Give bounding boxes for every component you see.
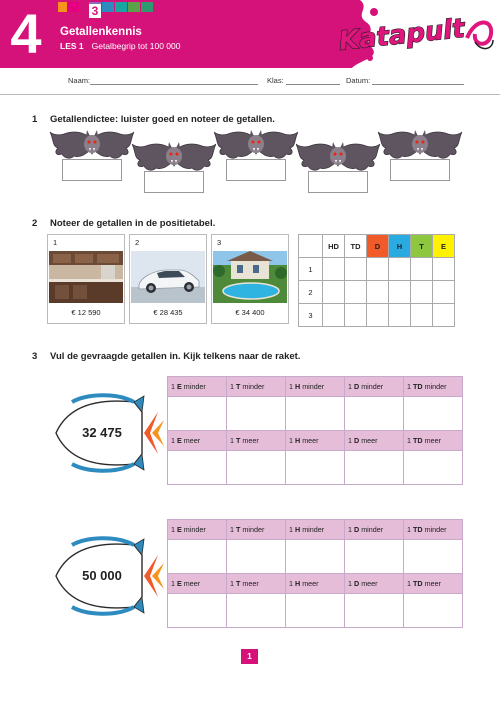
header-prefix: 1 bbox=[171, 579, 177, 588]
answer-cell[interactable] bbox=[404, 451, 463, 485]
digit-cell[interactable] bbox=[433, 258, 455, 281]
header-unit: T bbox=[236, 436, 241, 445]
answer-cell[interactable] bbox=[168, 594, 227, 628]
header-suffix: meer bbox=[181, 579, 201, 588]
answer-cell[interactable] bbox=[404, 594, 463, 628]
rocket-answer-table bbox=[167, 519, 463, 628]
pool-house-photo bbox=[213, 251, 287, 303]
answer-cell[interactable] bbox=[168, 540, 227, 574]
answer-cell[interactable] bbox=[345, 594, 404, 628]
operation-header bbox=[168, 574, 227, 594]
header-prefix: 1 bbox=[407, 579, 413, 588]
photo-number: 2 bbox=[135, 238, 140, 247]
answer-cell[interactable] bbox=[227, 397, 286, 431]
answer-row bbox=[168, 397, 463, 431]
lesson-subtitle bbox=[60, 41, 180, 51]
header-unit: D bbox=[354, 525, 360, 534]
rocket-number: 50 000 bbox=[82, 568, 122, 583]
answer-box[interactable] bbox=[308, 171, 368, 193]
header-unit: TD bbox=[413, 525, 423, 534]
price-label: € 34 400 bbox=[235, 308, 265, 317]
page-number: 1 bbox=[241, 649, 258, 664]
header-T: T bbox=[411, 235, 433, 258]
exercise-3-instruction: Vul de gevraagde getallen in. Kijk telkens naar de raket. bbox=[50, 351, 301, 362]
digit-cell[interactable] bbox=[367, 304, 389, 327]
rocket-answer-table bbox=[167, 376, 463, 485]
operation-header bbox=[227, 520, 286, 540]
answer-box[interactable] bbox=[226, 159, 286, 181]
header-prefix: 1 bbox=[230, 382, 236, 391]
digit-cell[interactable] bbox=[367, 258, 389, 281]
header-suffix: meer bbox=[300, 579, 319, 588]
header-prefix: 1 bbox=[171, 382, 177, 391]
date-field[interactable] bbox=[372, 84, 464, 85]
header-suffix: minder bbox=[300, 525, 325, 534]
header-unit: T bbox=[236, 382, 241, 391]
answer-cell[interactable] bbox=[168, 397, 227, 431]
header-unit: H bbox=[295, 382, 301, 391]
operation-header bbox=[286, 574, 345, 594]
answer-box[interactable] bbox=[144, 171, 204, 193]
header-unit: TD bbox=[413, 579, 423, 588]
meer-header-row bbox=[168, 431, 463, 451]
kitchen-photo bbox=[49, 251, 123, 303]
photo-card-3 bbox=[211, 234, 289, 324]
header-prefix: 1 bbox=[171, 525, 177, 534]
answer-row bbox=[168, 451, 463, 485]
row-label: 3 bbox=[299, 304, 323, 327]
header-prefix: 1 bbox=[348, 382, 354, 391]
photo-card-2 bbox=[129, 234, 207, 324]
answer-cell[interactable] bbox=[345, 451, 404, 485]
photo-number: 3 bbox=[217, 238, 222, 247]
header-unit: T bbox=[236, 525, 241, 534]
digit-cell[interactable] bbox=[323, 281, 345, 304]
header-unit: E bbox=[177, 436, 182, 445]
operation-header bbox=[286, 520, 345, 540]
color-swatch bbox=[128, 2, 140, 12]
digit-cell[interactable] bbox=[345, 258, 367, 281]
answer-cell[interactable] bbox=[404, 397, 463, 431]
digit-cell[interactable] bbox=[389, 258, 411, 281]
photo-number: 1 bbox=[53, 238, 58, 247]
answer-cell[interactable] bbox=[227, 451, 286, 485]
answer-cell[interactable] bbox=[286, 397, 345, 431]
position-row-2 bbox=[299, 281, 455, 304]
header-E: E bbox=[433, 235, 455, 258]
header-H: H bbox=[389, 235, 411, 258]
header-suffix: meer bbox=[240, 436, 259, 445]
header-prefix: 1 bbox=[407, 382, 413, 391]
header-suffix: minder bbox=[359, 382, 384, 391]
lesson-label: LES 1 bbox=[60, 41, 84, 51]
date-label: Datum: bbox=[346, 76, 371, 85]
operation-header bbox=[286, 431, 345, 451]
operation-header bbox=[345, 520, 404, 540]
photo-card-1 bbox=[47, 234, 125, 324]
header-suffix: meer bbox=[359, 579, 378, 588]
header-suffix: meer bbox=[422, 579, 441, 588]
answer-cell[interactable] bbox=[227, 594, 286, 628]
header-prefix: 1 bbox=[289, 436, 295, 445]
operation-header bbox=[345, 574, 404, 594]
answer-cell[interactable] bbox=[345, 397, 404, 431]
header-unit: D bbox=[354, 579, 360, 588]
header-prefix: 1 bbox=[230, 436, 236, 445]
position-table bbox=[298, 234, 455, 327]
header-prefix: 1 bbox=[348, 579, 354, 588]
meer-header-row bbox=[168, 574, 463, 594]
header-suffix: minder bbox=[300, 382, 325, 391]
header-prefix: 1 bbox=[230, 525, 236, 534]
operation-header bbox=[404, 520, 463, 540]
answer-row bbox=[168, 540, 463, 574]
minder-header-row bbox=[168, 520, 463, 540]
rocket-number: 32 475 bbox=[82, 425, 122, 440]
digit-cell[interactable] bbox=[411, 281, 433, 304]
answer-cell[interactable] bbox=[286, 594, 345, 628]
answer-cell[interactable] bbox=[286, 540, 345, 574]
grade-number: 4 bbox=[0, 0, 52, 68]
row-label: 2 bbox=[299, 281, 323, 304]
color-swatch bbox=[67, 2, 79, 12]
digit-cell[interactable] bbox=[323, 304, 345, 327]
unit-number: 3 bbox=[89, 4, 101, 18]
car-photo bbox=[131, 251, 205, 303]
operation-header bbox=[345, 431, 404, 451]
header-prefix: 1 bbox=[289, 382, 295, 391]
corner-cell bbox=[299, 235, 323, 258]
digit-cell[interactable] bbox=[345, 304, 367, 327]
header-TD: TD bbox=[345, 235, 367, 258]
digit-cell[interactable] bbox=[367, 281, 389, 304]
name-label: Naam: bbox=[68, 76, 91, 85]
exercise-3-number: 3 bbox=[32, 351, 38, 362]
header-suffix: meer bbox=[422, 436, 441, 445]
header-prefix: 1 bbox=[171, 436, 177, 445]
digit-cell[interactable] bbox=[389, 304, 411, 327]
answer-cell[interactable] bbox=[286, 451, 345, 485]
header-suffix: meer bbox=[300, 436, 319, 445]
digit-cell[interactable] bbox=[411, 304, 433, 327]
header-suffix: minder bbox=[359, 525, 384, 534]
digit-cell[interactable] bbox=[433, 304, 455, 327]
header-prefix: 1 bbox=[348, 436, 354, 445]
color-swatch bbox=[141, 2, 153, 12]
header-suffix: meer bbox=[359, 436, 378, 445]
header-divider bbox=[0, 94, 500, 95]
katapult-logo bbox=[335, 8, 497, 58]
operation-header bbox=[286, 377, 345, 397]
lesson-title: Getalbegrip tot 100 000 bbox=[91, 41, 181, 51]
chapter-title: Getallenkennis bbox=[60, 26, 142, 38]
header-unit: TD bbox=[413, 382, 423, 391]
header-unit: D bbox=[354, 382, 360, 391]
minder-header-row bbox=[168, 377, 463, 397]
digit-cell[interactable] bbox=[345, 281, 367, 304]
position-table-header-row bbox=[299, 235, 455, 258]
header-suffix: minder bbox=[240, 382, 265, 391]
svg-text:Katapult: Katapult bbox=[337, 13, 467, 57]
header-prefix: 1 bbox=[289, 579, 295, 588]
header-unit: TD bbox=[413, 436, 423, 445]
operation-header bbox=[404, 574, 463, 594]
operation-header bbox=[345, 377, 404, 397]
class-label: Klas: bbox=[267, 76, 284, 85]
answer-box[interactable] bbox=[390, 159, 450, 181]
color-swatch bbox=[115, 2, 127, 12]
header-suffix: minder bbox=[422, 382, 447, 391]
exercise-2-number: 2 bbox=[32, 218, 38, 229]
header-prefix: 1 bbox=[348, 525, 354, 534]
header-prefix: 1 bbox=[289, 525, 295, 534]
operation-header bbox=[404, 431, 463, 451]
header-D: D bbox=[367, 235, 389, 258]
color-swatch bbox=[102, 2, 114, 12]
header-HD: HD bbox=[323, 235, 345, 258]
exercise-2-instruction: Noteer de getallen in de positietabel. bbox=[50, 218, 216, 229]
answer-cell[interactable] bbox=[404, 540, 463, 574]
header-suffix: minder bbox=[181, 525, 206, 534]
digit-cell[interactable] bbox=[433, 281, 455, 304]
name-field[interactable] bbox=[90, 84, 258, 85]
operation-header bbox=[168, 520, 227, 540]
row-label: 1 bbox=[299, 258, 323, 281]
header-suffix: minder bbox=[422, 525, 447, 534]
page-header bbox=[0, 0, 500, 68]
answer-row bbox=[168, 594, 463, 628]
price-label: € 12 590 bbox=[71, 308, 101, 317]
answer-cell[interactable] bbox=[345, 540, 404, 574]
header-unit: H bbox=[295, 579, 301, 588]
digit-cell[interactable] bbox=[411, 258, 433, 281]
header-suffix: minder bbox=[240, 525, 265, 534]
header-unit: H bbox=[295, 436, 301, 445]
header-suffix: meer bbox=[240, 579, 259, 588]
operation-header bbox=[227, 377, 286, 397]
digit-cell[interactable] bbox=[389, 281, 411, 304]
header-unit: D bbox=[354, 436, 360, 445]
position-row-1 bbox=[299, 258, 455, 281]
operation-header bbox=[227, 431, 286, 451]
header-prefix: 1 bbox=[407, 436, 413, 445]
operation-header bbox=[404, 377, 463, 397]
class-field[interactable] bbox=[286, 84, 340, 85]
exercise-1-number: 1 bbox=[32, 114, 38, 125]
operation-header bbox=[227, 574, 286, 594]
price-label: € 28 435 bbox=[153, 308, 183, 317]
position-row-3 bbox=[299, 304, 455, 327]
header-unit: E bbox=[177, 525, 182, 534]
header-unit: T bbox=[236, 579, 241, 588]
header-unit: E bbox=[177, 382, 182, 391]
digit-cell[interactable] bbox=[323, 258, 345, 281]
header-suffix: meer bbox=[181, 436, 201, 445]
answer-cell[interactable] bbox=[227, 540, 286, 574]
operation-header bbox=[168, 431, 227, 451]
header-unit: H bbox=[295, 525, 301, 534]
operation-header bbox=[168, 377, 227, 397]
header-prefix: 1 bbox=[407, 525, 413, 534]
header-prefix: 1 bbox=[230, 579, 236, 588]
exercise-1-instruction: Getallendictee: luister goed en noteer de getallen. bbox=[50, 114, 275, 125]
answer-box[interactable] bbox=[62, 159, 122, 181]
header-suffix: minder bbox=[181, 382, 206, 391]
answer-cell[interactable] bbox=[168, 451, 227, 485]
header-unit: E bbox=[177, 579, 182, 588]
